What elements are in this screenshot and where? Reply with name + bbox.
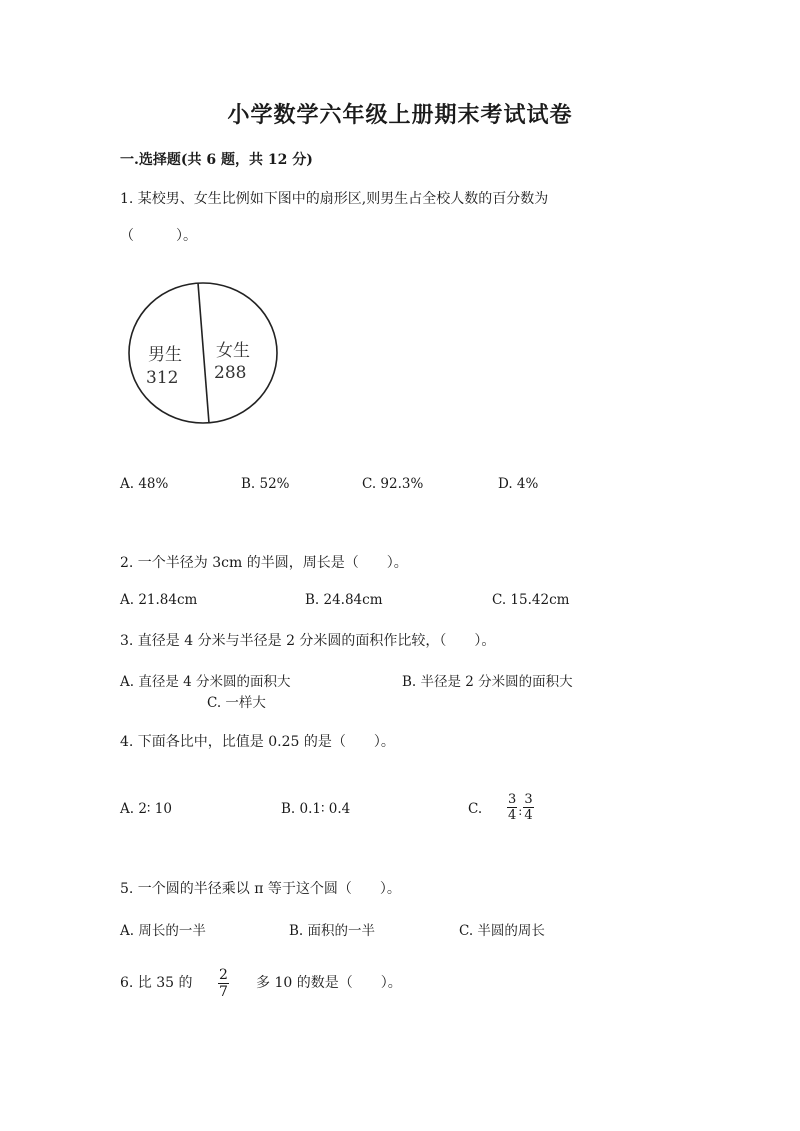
q1-option-d: D. 4% (498, 476, 539, 492)
q3-option-a: A. 直径是 4 分米圆的面积大 (120, 674, 291, 690)
question-3-stem: 3. 直径是 4 分米与半径是 2 分米圆的面积作比较，（ ）。 (120, 633, 496, 649)
q4-option-b: B. 0.1∶ 0.4 (281, 801, 351, 817)
q5-option-a: A. 周长的一半 (120, 923, 206, 939)
pie-male-value: 312 (146, 368, 179, 388)
fraction-right (523, 793, 533, 822)
page-title: 小学数学六年级上册期末考试试卷 (227, 102, 573, 128)
pie-female-label: 女生 (216, 341, 250, 361)
section-heading: 一.选择题(共 6 题，共 12 分) (120, 152, 313, 168)
pie-female-value: 288 (214, 363, 247, 383)
fraction-left-numerator: 3 (508, 792, 517, 807)
question-4-stem: 4. 下面各比中，比值是 0.25 的是（ ）。 (120, 734, 395, 750)
q6-fraction-numerator: 2 (219, 967, 228, 983)
q1-option-b: B. 52% (241, 476, 290, 492)
pie-male-label: 男生 (148, 345, 182, 365)
q6-fraction-denominator: 7 (219, 984, 228, 1000)
question-2-stem: 2. 一个半径为 3cm 的半圆，周长是（ ）。 (120, 555, 408, 571)
question-6-stem-start: 6. 比 35 的 (120, 975, 193, 991)
pie-divider (198, 283, 209, 423)
ratio-separator: : (518, 803, 523, 818)
q1-option-c: C. 92.3% (362, 476, 424, 492)
pie-chart (126, 280, 282, 426)
question-1-stem: 1. 某校男、女生比例如下图中的扇形区,则男生占全校人数的百分数为 (120, 191, 549, 207)
question-6-stem-end: 多 10 的数是（ ）。 (256, 975, 402, 991)
q3-option-c: C. 一样大 (207, 695, 266, 711)
q3-option-b: B. 半径是 2 分米圆的面积大 (402, 674, 573, 690)
q4-option-c-ratio (507, 793, 534, 822)
question-6-fraction (218, 964, 229, 999)
q5-option-b: B. 面积的一半 (289, 923, 376, 939)
fraction-right-numerator: 3 (524, 792, 533, 807)
q1-option-a: A. 48% (120, 476, 169, 492)
fraction-left (507, 793, 517, 822)
fraction-right-denominator: 4 (524, 808, 533, 823)
q2-option-c: C. 15.42cm (492, 592, 570, 608)
fraction-left-denominator: 4 (508, 808, 517, 823)
q5-option-c: C. 半圆的周长 (459, 923, 545, 939)
q4-option-c: C. (468, 801, 483, 817)
question-5-stem: 5. 一个圆的半径乘以 π 等于这个圆（ ）。 (120, 881, 401, 897)
question-1-blank: （ ）。 (120, 228, 197, 244)
q2-option-a: A. 21.84cm (120, 592, 198, 608)
q4-option-a: A. 2∶ 10 (120, 801, 172, 817)
q2-option-b: B. 24.84cm (305, 592, 383, 608)
